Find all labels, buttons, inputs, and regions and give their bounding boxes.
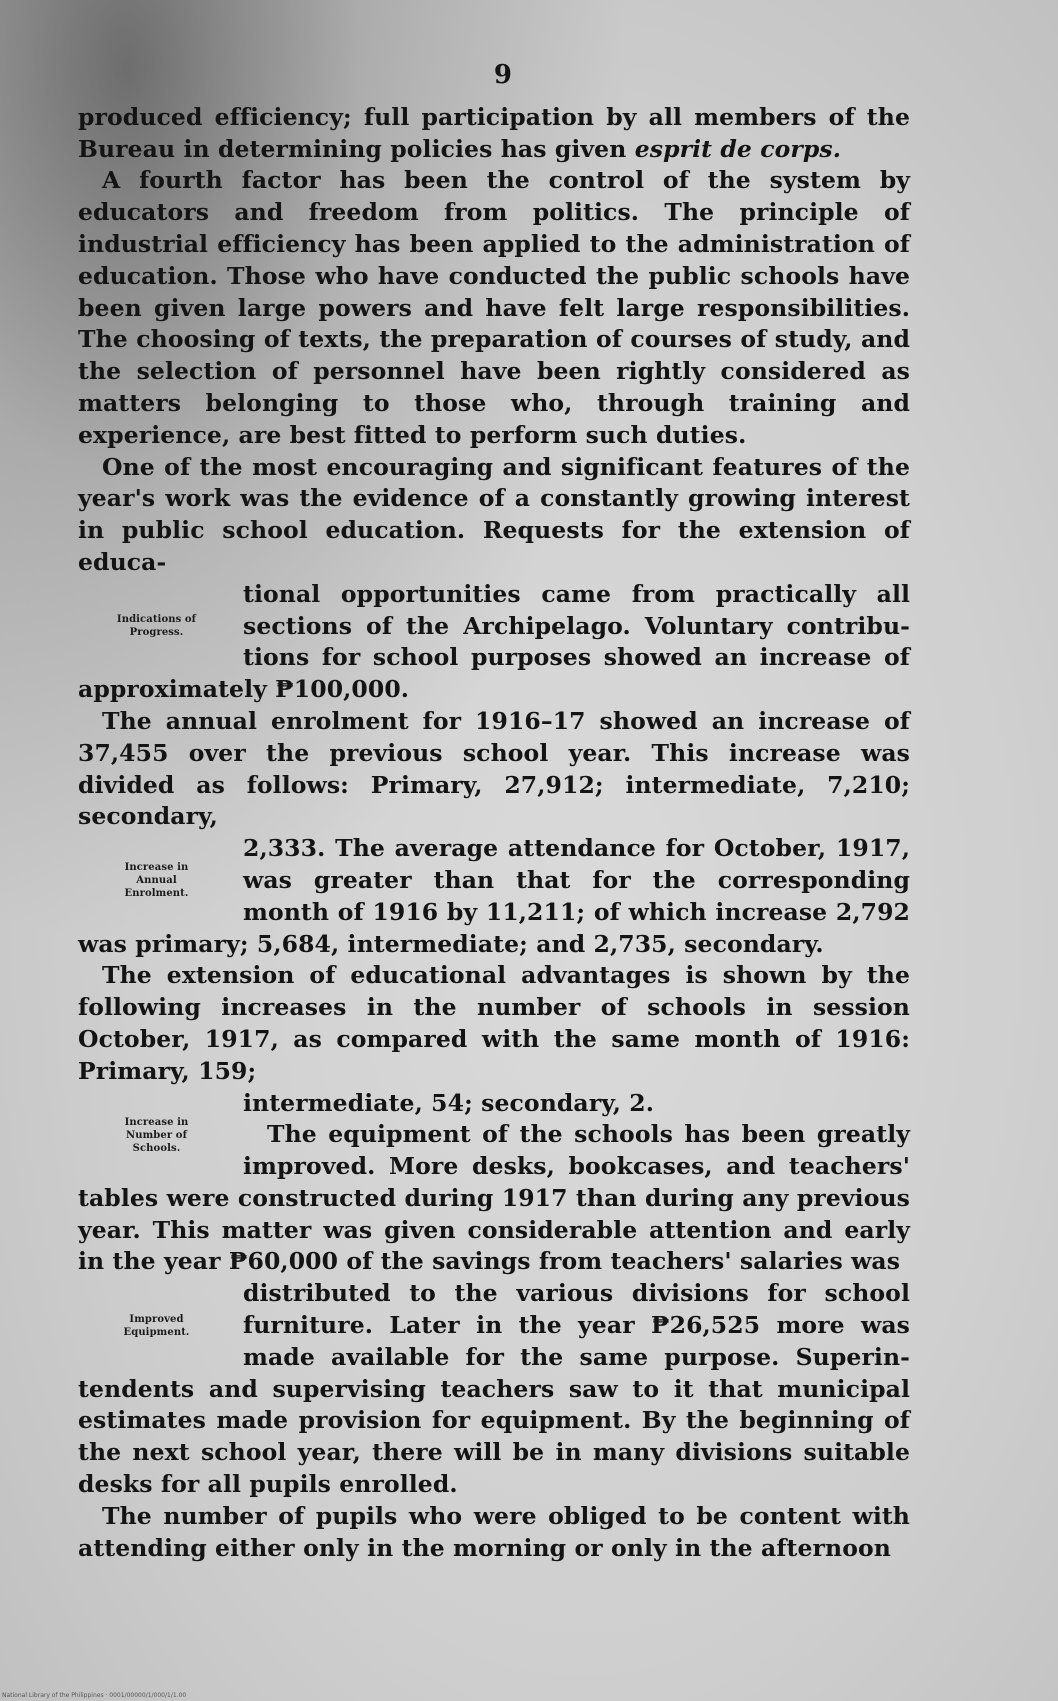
margin-note-line: Indications of — [116, 614, 197, 626]
margin-note-line: Increase in — [124, 1116, 189, 1128]
text-line: made available for the same purpose. Superin- — [243, 1342, 910, 1371]
text-line: sections of the Archipelago. Voluntary contribu- — [243, 611, 910, 640]
paragraph-3-intro: One of the most encouraging and significant features of the year's work was the evidence of a constantly growing interest in public school education. Requests for the extension of educa- — [78, 452, 910, 576]
margin-note-schools — [78, 1116, 243, 1155]
margin-note-line: Number of — [126, 1129, 187, 1141]
text-line: intermediate, 54; secondary, 2. — [243, 1088, 655, 1117]
paragraph-5-side-block — [78, 1088, 910, 1183]
paragraph-1-text: produced efficiency; full participation by all members of the Bureau in determining policies has given — [78, 102, 910, 163]
text-line: was greater than that for the corresponding — [243, 865, 910, 894]
paragraph-3-side-lines — [243, 579, 910, 674]
paragraph-4-end: was primary; 5,684, intermediate; and 2,735, secondary. — [78, 929, 824, 958]
text-line: distributed to the various divisions for school — [243, 1279, 910, 1308]
paragraph-4-intro: The annual enrolment for 1916–17 showed an increase of 37,455 over the previous school year. This increase was divided as follows: Primary, 27,912; intermediate, 7,210; secondary, — [78, 706, 910, 831]
margin-note-line: Enrolment. — [124, 888, 189, 900]
paragraph-6-side-lines — [243, 1278, 910, 1373]
text-line: tional opportunities came from practically all — [243, 579, 910, 608]
paragraph-5-side-lines — [243, 1088, 910, 1183]
margin-note-enrolment — [78, 861, 243, 900]
margin-note-line: Annual — [136, 875, 177, 887]
scan-footer: National Library of the Philippines · 0001/00000/1/000/1/1.00 — [2, 1692, 187, 1699]
paragraph-6-side-block — [78, 1278, 910, 1373]
text-line: tions for school purposes showed an increase of — [243, 643, 910, 672]
margin-note-equipment — [78, 1313, 243, 1339]
paragraph-5-intro: The extension of educational advantages is shown by the following increases in the number of schools in session October, 1917, as compared with the same month of 1916: Primary, 159; — [78, 961, 910, 1085]
paragraph-4-side-block — [78, 833, 910, 928]
paragraph-6-end: tendents and supervising teachers saw to it that municipal estimates made provision for equipment. By the beginning of the next school year, there will be in many divisions suitable desks for all pupils enrolled. — [78, 1374, 910, 1499]
text-line: improved. More desks, bookcases, and teachers' — [243, 1152, 910, 1181]
paragraph-3-end: approximately ₱100,000. — [78, 675, 410, 704]
paragraph-2: A fourth factor has been the control of the system by educators and freedom from politics. The principle of industrial efficiency has been applied to the administration of education. Those who have conducted the public schools have been given large powers and have felt large responsibilities. The choosing of texts, the preparation of courses of study, and the selection of personnel have been rightly considered as matters belonging to those who, through training and experience, are best fitted to perform such duties. — [78, 166, 910, 449]
paragraph-7: The number of pupils who were obliged to be content with attending either only in the morning or only in the afternoon — [78, 1501, 910, 1562]
paragraph-3-side-block — [78, 579, 910, 674]
page-number: 9 — [493, 60, 513, 90]
margin-note-line: Equipment. — [123, 1326, 190, 1338]
text-line: 2,333. The average attendance for October, 1917, — [243, 834, 910, 863]
document-body — [78, 60, 910, 1564]
paragraph-6-middle: tables were constructed during 1917 than during any previous year. This matter was given considerable attention and early in the year ₱60,000 of the savings from teachers' salaries was — [78, 1183, 910, 1276]
margin-note-line: Improved — [129, 1313, 184, 1325]
text-line: The equipment of the schools has been greatly — [267, 1120, 910, 1149]
paragraph-4-side-lines — [243, 833, 910, 928]
text-line: month of 1916 by 11,211; of which increase 2,792 — [243, 897, 910, 926]
margin-note-line: Schools. — [132, 1142, 181, 1154]
text-line: furniture. Later in the year ₱26,525 more was — [243, 1311, 910, 1340]
margin-note-line: Increase in — [124, 862, 189, 874]
esprit-de-corps: esprit de corps. — [634, 134, 842, 163]
margin-note-line: Progress. — [129, 627, 184, 639]
paragraph-1 — [78, 102, 910, 166]
margin-note-progress — [78, 613, 243, 639]
